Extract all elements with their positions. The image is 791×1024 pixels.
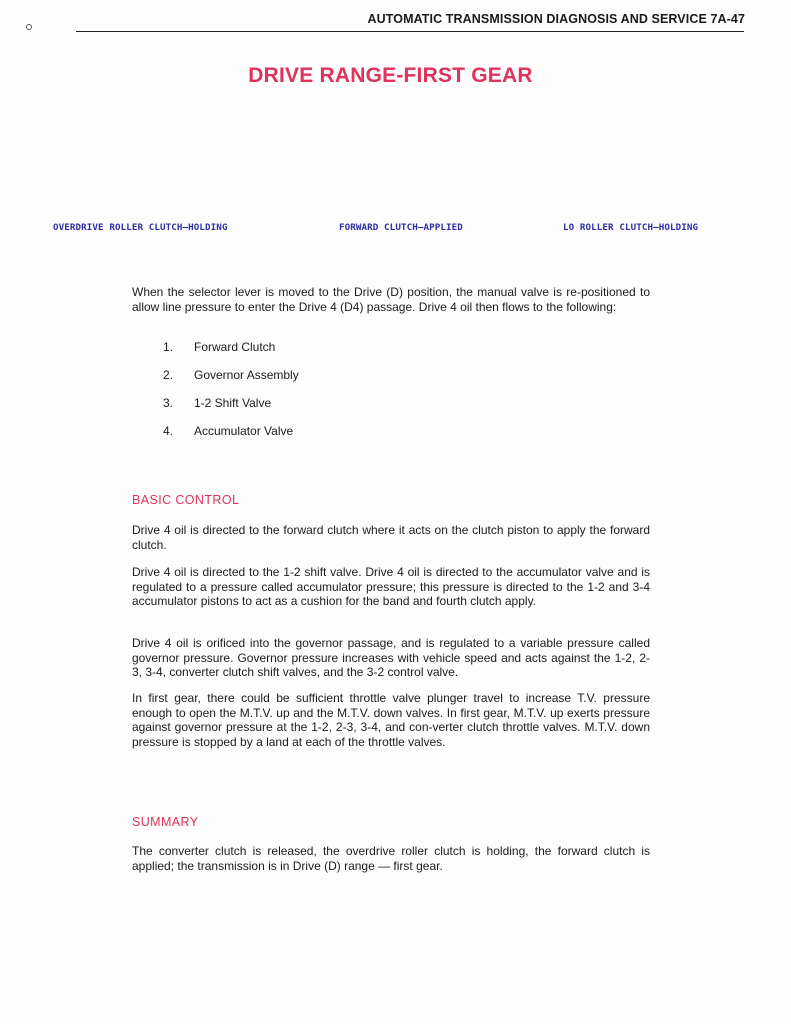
intro-paragraph: When the selector lever is moved to the Drive (D) position, the manual valve is re-positioned to allow line pressure to enter the Drive 4 (D4) passage. Drive 4 oil then flows to the following: <box>132 285 650 314</box>
summary-paragraph: The converter clutch is released, the overdrive roller clutch is holding, the forward clutch is applied; the transmission is in Drive (D) range — first gear. <box>132 844 650 873</box>
header-rule <box>76 31 744 32</box>
basic-control-heading: BASIC CONTROL <box>132 493 240 507</box>
diagram-label-forward-clutch: FORWARD CLUTCH—APPLIED <box>339 222 463 233</box>
basic-control-paragraph-4: In first gear, there could be sufficient throttle valve plunger travel to increase T.V. pressure enough to open the M.T.V. up and the M.T.V. down valves. In first gear, M.T.V. up exerts pressure against governor pressure at the 1-2, 2-3, 3-4, and con-verter clutch throttle valves. M.T.V. down pressure is stopped by a land at each of the throttle valves. <box>132 691 650 749</box>
running-header: AUTOMATIC TRANSMISSION DIAGNOSIS AND SERVICE 7A-47 <box>367 12 745 26</box>
basic-control-paragraph-1-block <box>132 523 650 552</box>
basic-control-paragraph-3: Drive 4 oil is orificed into the governor passage, and is regulated to a variable pressure called governor pressure. Governor pressure increases with vehicle speed and acts against the 1-2, 2-3, 3-4, converter clutch shift valves, and the 3-2 control valve. <box>132 636 650 680</box>
list-item-number: 3. <box>163 396 174 410</box>
basic-control-paragraph-3-block <box>132 636 650 680</box>
basic-control-paragraph-2-block <box>132 565 650 609</box>
list-item-text: Governor Assembly <box>194 368 299 382</box>
list-item <box>132 396 299 424</box>
page-title: DRIVE RANGE-FIRST GEAR <box>248 64 533 87</box>
list-item-number: 1. <box>163 340 174 354</box>
basic-control-paragraph-1: Drive 4 oil is directed to the forward clutch where it acts on the clutch piston to apply the forward clutch. <box>132 523 650 552</box>
basic-control-paragraph-4-block <box>132 691 650 749</box>
diagram-label-lo-roller-clutch: LO ROLLER CLUTCH—HOLDING <box>563 222 699 233</box>
list-item-number: 4. <box>163 424 174 438</box>
diagram-label-overdrive-roller-clutch: OVERDRIVE ROLLER CLUTCH—HOLDING <box>53 222 228 233</box>
margin-circle-mark <box>26 24 32 30</box>
list-item <box>132 340 299 368</box>
intro-block <box>132 285 650 314</box>
list-item-number: 2. <box>163 368 174 382</box>
list-item-text: Forward Clutch <box>194 340 276 354</box>
list-item-text: Accumulator Valve <box>194 424 294 438</box>
summary-heading: SUMMARY <box>132 815 199 829</box>
list-item-text: 1-2 Shift Valve <box>194 396 272 410</box>
flow-list <box>132 340 299 452</box>
list-item <box>132 424 299 452</box>
list-item <box>132 368 299 396</box>
basic-control-paragraph-2: Drive 4 oil is directed to the 1-2 shift valve. Drive 4 oil is directed to the accumulator valve and is regulated to a pressure called accumulator pressure; this pressure is directed to the 1-2 and 3-4 accumulator pistons to act as a cushion for the band and fourth clutch apply. <box>132 565 650 609</box>
summary-block <box>132 844 650 873</box>
